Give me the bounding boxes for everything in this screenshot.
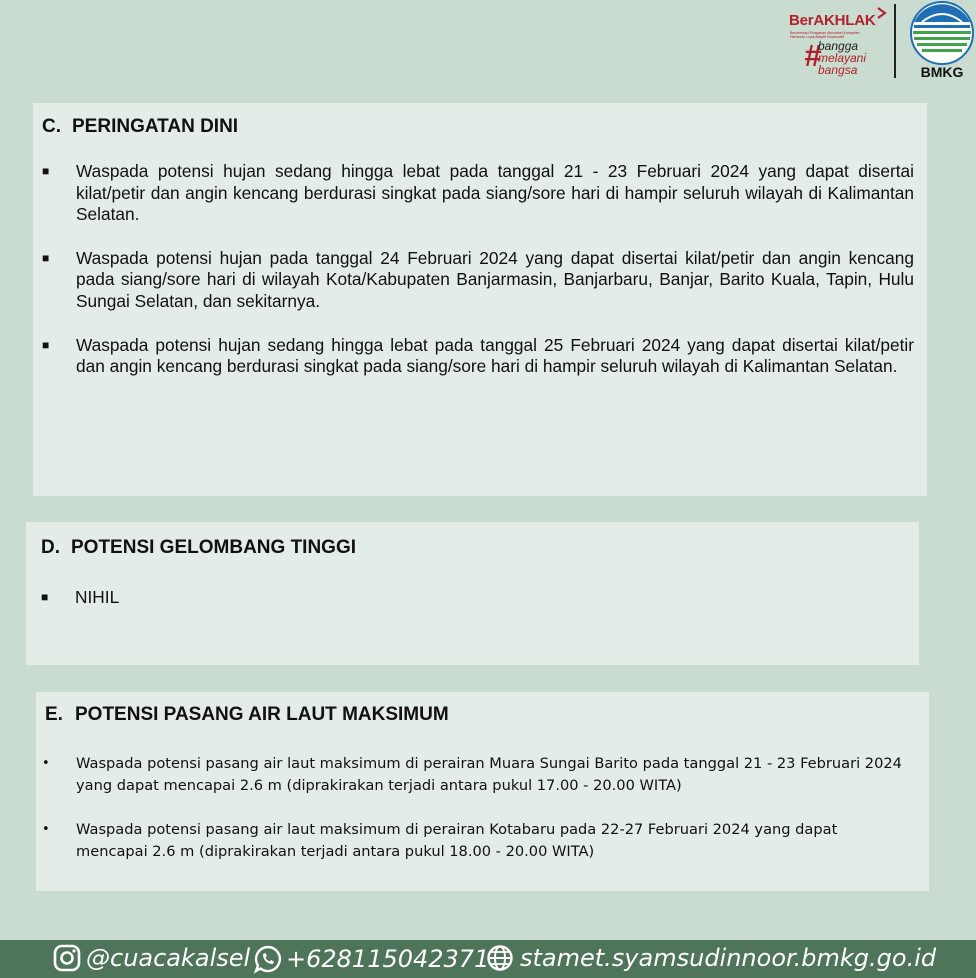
warning-list xyxy=(42,161,914,400)
square-bullet-icon: ■ xyxy=(41,590,49,604)
instagram-link[interactable] xyxy=(52,943,250,973)
tagline-word: bangsa xyxy=(818,63,858,77)
instagram-icon xyxy=(52,943,82,973)
list-item-text: Waspada potensi hujan sedang hingga lebat pada tanggal 25 Februari 2024 yang dapat disertai kilat/petir dan angin kencang berdurasi singkat pada siang/sore hari di hampir seluruh wilayah di Kalimantan Selatan. xyxy=(76,334,914,377)
section-pasang-air-laut xyxy=(36,692,929,891)
bmkg-logo xyxy=(908,0,976,84)
berakhlak-tagline xyxy=(818,40,866,76)
list-item xyxy=(42,248,914,313)
list-item-text: Waspada potensi pasang air laut maksimum di perairan Muara Sungai Barito pada tanggal 21 - 23 Februari 2024 yang dapat mencapai 2.6 m (diprakirakan terjadi antara pukul 17.00 - 20.00 WITA) xyxy=(76,755,902,794)
section-gelombang-tinggi xyxy=(26,522,919,665)
list-item xyxy=(42,161,914,226)
section-title xyxy=(42,116,238,138)
berakhlak-arrow-icon xyxy=(876,6,888,20)
website-url: stamet.syamsudinnoor.bmkg.go.id xyxy=(520,944,937,972)
list-item xyxy=(42,819,911,863)
list-item xyxy=(42,753,911,797)
footer-bar xyxy=(0,940,976,978)
list-item xyxy=(41,586,901,608)
bmkg-label: BMKG xyxy=(920,64,964,80)
whatsapp-link[interactable] xyxy=(252,943,489,975)
whatsapp-number: +628115042371 xyxy=(286,945,490,973)
section-letter: E. xyxy=(45,704,63,725)
square-bullet-icon: ■ xyxy=(42,250,50,265)
section-title xyxy=(41,537,356,559)
section-peringatan-dini xyxy=(33,103,927,496)
list-item-text: Waspada potensi hujan pada tanggal 24 Februari 2024 yang dapat disertai kilat/petir dan angin kencang pada siang/sore hari di wilayah Kota/Kabupaten Banjarmasin, Banjarbaru, Banjar, Barito Kuala, Tapin, Hulu Sungai Selatan, dan sekitarnya. xyxy=(76,247,914,311)
hashtag-icon: # xyxy=(804,38,822,73)
website-link[interactable] xyxy=(485,943,936,973)
list-item-text: Waspada potensi hujan sedang hingga lebat pada tanggal 21 - 23 Februari 2024 yang dapat disertai kilat/petir dan angin kencang berdurasi singkat pada siang/sore hari di hampir seluruh wilayah di Kalimantan Selatan. xyxy=(76,161,914,225)
globe-icon xyxy=(485,943,515,973)
square-bullet-icon: ■ xyxy=(42,337,50,352)
wave-list xyxy=(41,586,901,608)
list-item xyxy=(42,335,914,378)
section-heading: PERINGATAN DINI xyxy=(72,116,239,137)
section-letter: C. xyxy=(42,116,61,137)
whatsapp-icon xyxy=(252,943,284,975)
round-bullet-icon: • xyxy=(42,756,50,771)
logo-divider xyxy=(894,4,896,78)
round-bullet-icon: • xyxy=(42,822,50,837)
section-heading: POTENSI GELOMBANG TINGGI xyxy=(71,537,357,558)
berakhlak-title: BerAKHLAK xyxy=(789,12,876,29)
section-letter: D. xyxy=(41,537,60,558)
berakhlak-logo xyxy=(786,4,886,78)
list-item-text: NIHIL xyxy=(75,587,120,607)
instagram-handle: @cuacakalsel xyxy=(86,944,251,972)
berakhlak-subtitle: Berorientasi Pelayanan Akuntabel Kompeten Harmonis Loyal Adaptif Kolaboratif xyxy=(790,31,860,39)
list-item-text: Waspada potensi pasang air laut maksimum di perairan Kotabaru pada 22-27 Februari 2024 yang dapat mencapai 2.6 m (diprakirakan terjadi antara pukul 18.00 - 20.00 WITA) xyxy=(76,821,838,860)
tagline-word: melayani xyxy=(818,51,867,65)
bmkg-emblem-icon xyxy=(908,0,976,66)
section-title xyxy=(45,704,449,726)
tagline-word: bangga xyxy=(818,39,859,53)
section-heading: POTENSI PASANG AIR LAUT MAKSIMUM xyxy=(75,704,449,725)
tide-list xyxy=(42,753,911,885)
square-bullet-icon: ■ xyxy=(42,164,50,178)
